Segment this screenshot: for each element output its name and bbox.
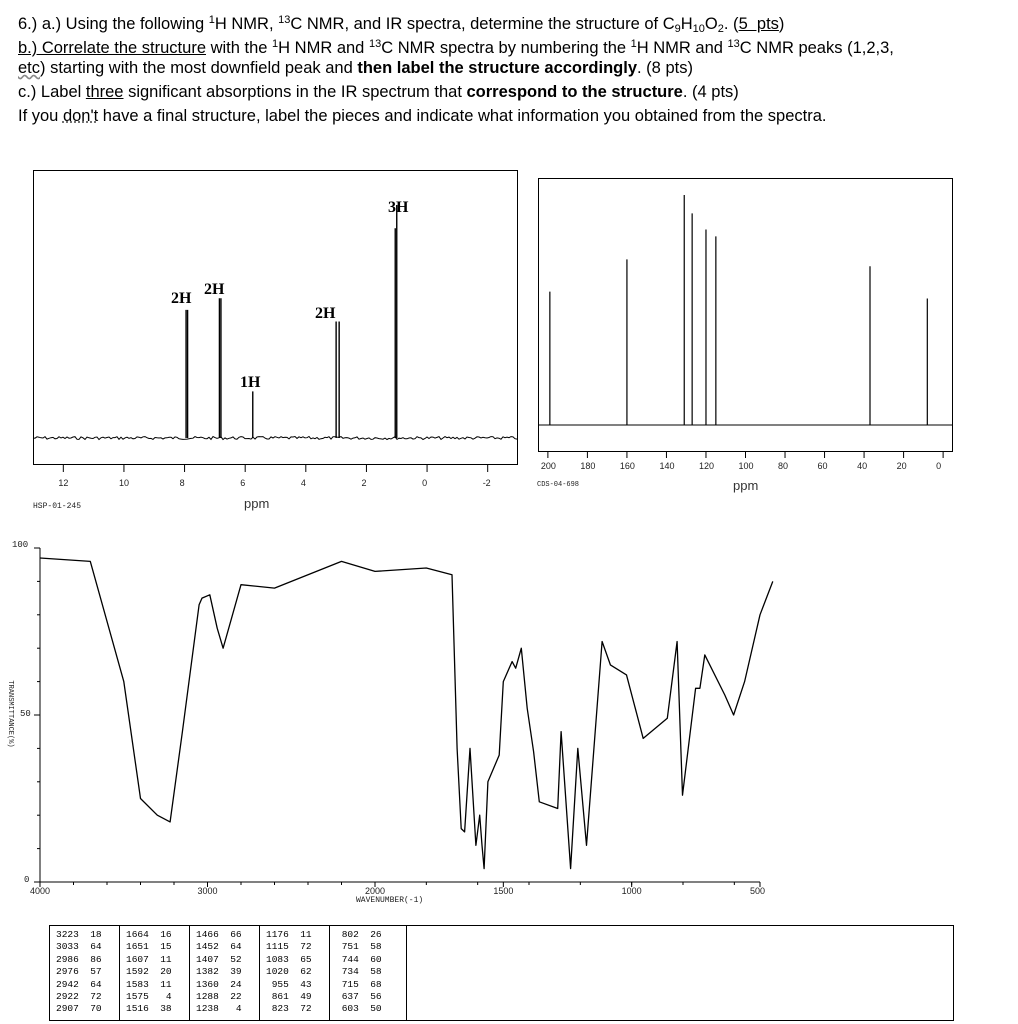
ir-y-tick: 0 [24, 875, 30, 885]
ir-x-tick-label: 500 [750, 886, 766, 896]
ir-peak-entry: 2907 70 [56, 1003, 102, 1015]
ir-peak-entry: 1583 11 [126, 978, 172, 990]
ir-peak-entry: 1176 11 [266, 929, 312, 940]
ir-x-tick-label: 1500 [493, 886, 514, 896]
question-line-c: c.) Label three significant absorptions in the IR spectrum that correspond to the structure. (4 pts) [18, 83, 739, 101]
question-line-a: 6.) a.) Using the following $^1$H NMR, $^{13}$C NMR, and IR spectra, determine the structure of $C_9H_{10}O_2$. (5 pts) [18, 14, 785, 35]
ir-x-tick-label: 3000 [197, 886, 218, 896]
c-nmr-tick-label: 0 [936, 461, 942, 471]
ir-peak-entry: 1360 24 [196, 978, 242, 990]
ir-peak-column-divider [259, 926, 260, 1020]
ir-peak-entry: 1020 62 [266, 966, 312, 978]
h-nmr-tick-label: 4 [300, 478, 306, 488]
integration-label: 2H [204, 281, 225, 298]
ir-peak-entry: 1115 72 [266, 941, 312, 953]
ir-peak-entry: 751 58 [336, 941, 382, 953]
ir-peak-entry: 2976 57 [56, 966, 102, 978]
question-line-b2: etc) starting with the most downfield peak and then label the structure accordingly. (8 pts) [18, 59, 693, 77]
ir-x-tick-label: 2000 [365, 886, 386, 896]
ir-peak-column [266, 929, 312, 1016]
c-nmr-tick-label: 180 [580, 461, 596, 471]
h-nmr-tick-label: 10 [118, 478, 129, 488]
ir-peak-entry: 734 58 [336, 966, 382, 978]
c-nmr-tick-label: 200 [540, 461, 556, 471]
ir-peak-entry: 715 68 [336, 978, 382, 990]
integration-label: 1H [240, 374, 261, 391]
integration-label: 2H [171, 290, 192, 307]
ir-peak-entry: 1382 39 [196, 966, 242, 978]
ir-peak-entry: 3223 18 [56, 929, 102, 940]
ir-y-tick: 100 [12, 540, 29, 550]
c-nmr-tick-label: 140 [659, 461, 675, 471]
ir-peak-entry: 1083 65 [266, 953, 312, 965]
ir-peak-column-divider [329, 926, 330, 1020]
ir-peak-entry: 861 49 [266, 991, 312, 1003]
h-nmr-x-label: ppm [244, 496, 270, 511]
ir-peak-entry: 1607 11 [126, 953, 172, 965]
ir-peak-column [56, 929, 102, 1016]
ir-peak-entry: 1651 15 [126, 941, 172, 953]
ir-peak-column-divider [189, 926, 190, 1020]
h-nmr-tick-label: 12 [58, 478, 69, 488]
ir-x-tick-label: 4000 [30, 886, 51, 896]
ir-peak-entry: 1575 4 [126, 991, 172, 1003]
ir-peak-entry: 1466 66 [196, 929, 242, 940]
ir-peak-entry: 955 43 [266, 978, 312, 990]
c-nmr-tick-label: 160 [619, 461, 635, 471]
ir-peak-entry: 802 26 [336, 929, 382, 940]
ir-peak-entry: 1592 20 [126, 966, 172, 978]
ir-peak-entry: 1407 52 [196, 953, 242, 965]
ir-peak-column [336, 929, 382, 1016]
ir-spectrum-line [40, 558, 773, 869]
integration-label: 3H [388, 199, 409, 216]
question-line-b: b.) Correlate the structure with the $^1$H NMR and $^{13}$C NMR spectra by numbering the $^1$H NMR and $^{13}$C NMR peaks (1,2,3, [18, 38, 894, 57]
ir-x-tick-label: 1000 [621, 886, 642, 896]
h-nmr-tick-label: 6 [240, 478, 246, 488]
h-nmr-tick-label: -2 [482, 478, 491, 488]
ir-peak-column [126, 929, 172, 1016]
c-nmr-tick-label: 80 [778, 461, 789, 471]
h-nmr-code: HSP-01-245 [33, 502, 82, 511]
h-nmr-tick-label: 0 [422, 478, 428, 488]
ir-peak-entry: 3033 64 [56, 941, 102, 953]
c-nmr-tick-label: 20 [896, 461, 907, 471]
c-nmr-tick-label: 120 [698, 461, 714, 471]
ir-peak-entry: 1288 22 [196, 991, 242, 1003]
ir-peak-entry: 1452 64 [196, 941, 242, 953]
ir-peak-entry: 2986 86 [56, 953, 102, 965]
ir-peak-entry: 637 56 [336, 991, 382, 1003]
c-nmr-tick-label: 60 [817, 461, 828, 471]
ir-peak-entry: 1516 38 [126, 1003, 172, 1015]
c-nmr-code: CDS-04-698 [537, 481, 580, 489]
ir-peak-entry: 2922 72 [56, 991, 102, 1003]
h-nmr-tick-label: 2 [361, 478, 367, 488]
ir-y-tick: 50 [20, 709, 31, 719]
c-nmr-tick-label: 40 [857, 461, 868, 471]
ir-peak-entry: 1238 4 [196, 1003, 242, 1015]
h-nmr-tick-label: 8 [179, 478, 185, 488]
ir-peak-column [196, 929, 242, 1016]
c-nmr-tick-label: 100 [738, 461, 754, 471]
ir-peak-column-divider [119, 926, 120, 1020]
ir-peak-entry: 2942 64 [56, 978, 102, 990]
ir-peak-entry: 603 50 [336, 1003, 382, 1015]
ir-peak-entry: 744 60 [336, 953, 382, 965]
integration-label: 2H [315, 305, 336, 322]
ir-peak-entry: 1664 16 [126, 929, 172, 940]
c-nmr-x-label: ppm [733, 478, 759, 493]
ir-peak-entry: 823 72 [266, 1003, 312, 1015]
ir-peak-table-blank [406, 925, 954, 1021]
ir-x-label: WAVENUMBER(-1) [356, 896, 424, 905]
ir-y-label: TRANSMITTANCE(%) [6, 680, 14, 748]
question-line-d: If you don't have a final structure, label the pieces and indicate what information you obtained from the spectra. [18, 107, 827, 125]
